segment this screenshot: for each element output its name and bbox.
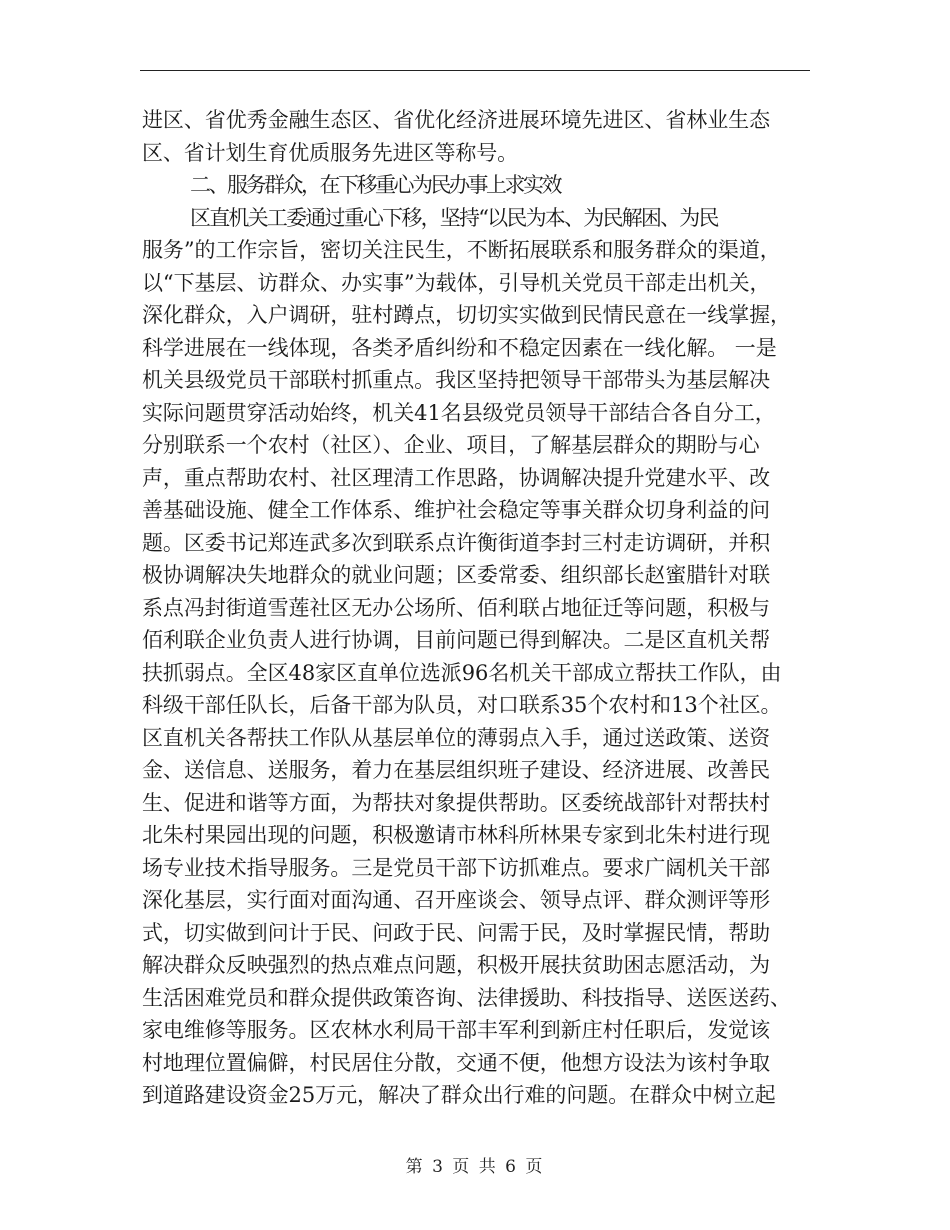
text-line: 声，重点帮助农村、社区理清工作思路，协调解决提升党建水平、改 [142,465,770,490]
text-line: 场专业技术指导服务。三是党员干部下访抓难点。要求广阔机关干部 [142,855,770,880]
text-line: 极协调解决失地群众的就业问题；区委常委、组织部长赵蜜腊针对联 [142,563,770,587]
page-footer: 第 3 页 共 6 页 [405,1157,545,1177]
text-line: 北朱村果园出现的问题，积极邀请市林科所林果专家到北朱村进行现 [142,823,770,847]
text-line: 深化基层，实行面对面沟通、召开座谈会、领导点评、群众测评等形 [142,888,770,912]
text-line: 服务”的工作宗旨，密切关注民生，不断拓展联系和服务群众的渠道， [142,238,781,262]
text-line: 到道路建设资金25万元，解决了群众出行难的问题。在群众中树立起 [142,1083,776,1107]
text-line: 系点冯封街道雪莲社区无办公场所、佰利联占地征迁等问题，积极与 [142,595,770,620]
text-line: 机关县级党员干部联村抓重点。我区坚持把领导干部带头为基层解决 [142,368,770,392]
text-line: 区、省计划生育优质服务先进区等称号。 [142,140,518,165]
header-rule [140,70,810,71]
text-line: 深化群众，入户调研，驻村蹲点，切切实实做到民情民意在一线掌握， [142,303,791,327]
text-line: 科学进展在一线体现，各类矛盾纠纷和不稳定因素在一线化解。 一是 [142,335,777,360]
text-line: 实际问题贯穿活动始终，机关41名县级党员领导干部结合各自分工， [142,400,776,425]
text-line: 以“下基层、访群众、办实事”为载体，引导机关党员干部走出机关， [142,270,771,295]
body-text [142,104,812,1112]
text-line: 区直机关工委通过重心下移，坚持“以民为本、为民解困、为民 [190,205,718,230]
text-line: 区直机关各帮扶工作队从基层单位的薄弱点入手，通过送政策、送资 [142,725,770,750]
text-line: 题。区委书记郑连武多次到联系点许衡街道李封三村走访调研，并积 [142,530,770,555]
text-line: 家电维修等服务。区农林水利局干部丰军利到新庄村任职后，发觉该 [142,1018,770,1042]
text-line: 解决群众反映强烈的热点难点问题，积极开展扶贫助困志愿活动，为 [142,953,770,977]
text-line: 生、促进和谐等方面，为帮扶对象提供帮助。区委统战部针对帮扶村 [142,790,770,815]
text-line: 科级干部任队长，后备干部为队员，对口联系35个农村和13个社区。 [142,693,782,717]
text-line: 进区、省优秀金融生态区、省优化经济进展环境先进区、省林业生态 [142,108,770,132]
text-line: 生活困难党员和群众提供政策咨询、法律援助、科技指导、送医送药、 [142,985,791,1010]
text-line: 分别联系一个农村（社区）、企业、项目，了解基层群众的期盼与心 [142,433,760,457]
text-line: 扶抓弱点。全区48家区直单位选派96名机关干部成立帮扶工作队，由 [142,660,782,685]
text-line: 善基础设施、健全工作体系、维护社会稳定等事关群众切身利益的问 [142,498,770,522]
text-line: 式，切实做到问计于民、问政于民、问需于民，及时掌握民情，帮助 [142,920,770,945]
text-line: 金、送信息、送服务，着力在基层组织班子建设、经济进展、改善民 [142,758,770,782]
text-line: 佰利联企业负责人进行协调，目前问题已得到解决。二是区直机关帮 [142,628,770,652]
text-line: 二、服务群众，在下移重心为民办事上求实效 [190,173,560,197]
text-line: 村地理位置偏僻，村民居住分散，交通不便，他想方设法为该村争取 [142,1050,770,1075]
